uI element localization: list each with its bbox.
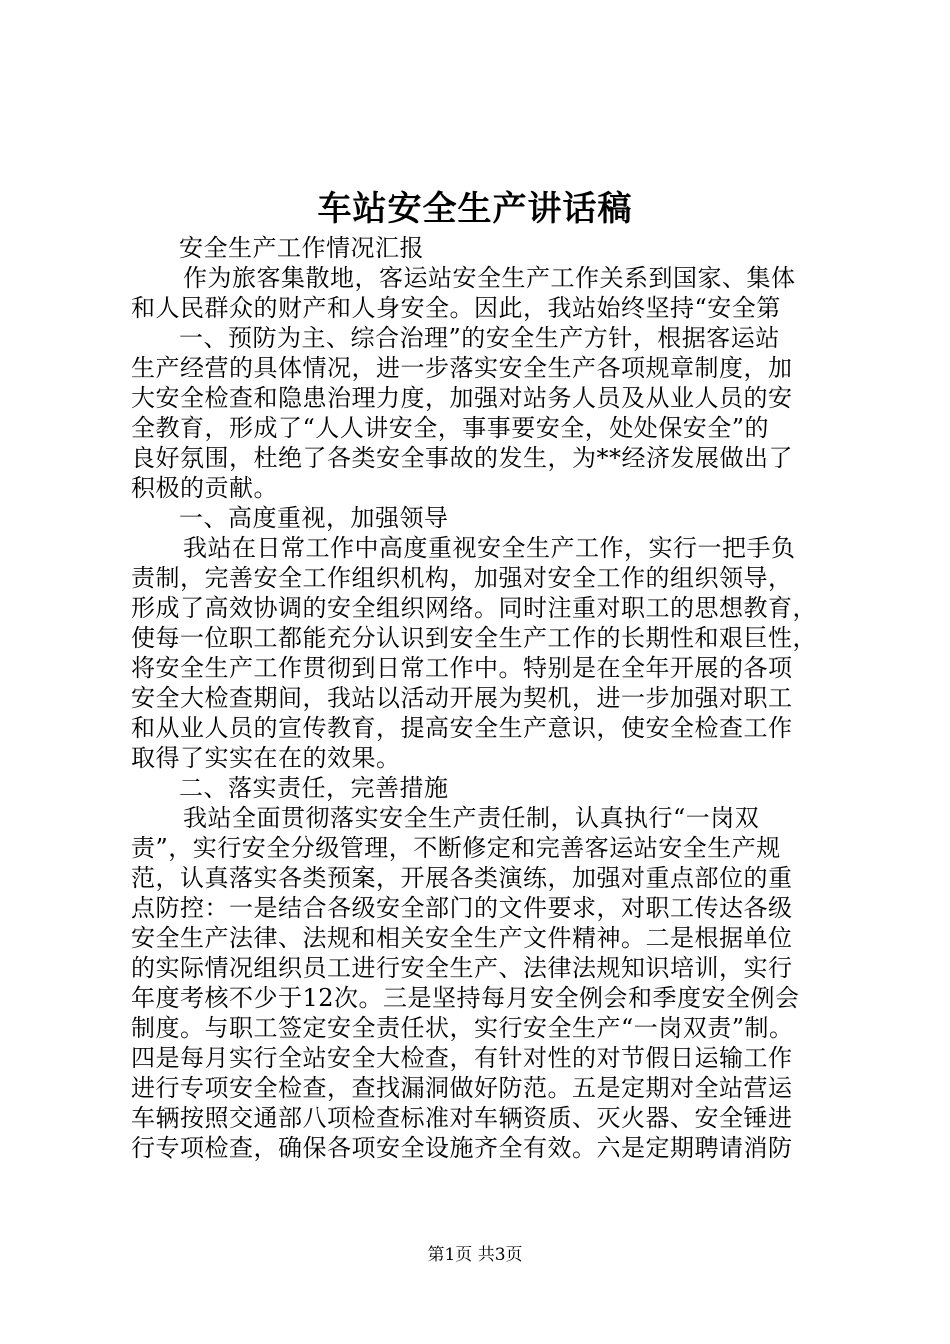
paragraph-line: 生产经营的具体情况，进一步落实安全生产各项规章制度，加 (131, 354, 793, 382)
page-number-footer: 第1页 共3页 (427, 1245, 523, 1265)
paragraph-line: 安全大检查期间，我站以活动开展为契机，进一步加强对职工 (131, 684, 793, 712)
paragraph-line: 我站全面贯彻落实安全生产责任制，认真执行“一岗双 (183, 804, 760, 832)
paragraph-line: 一、预防为主、综合治理”的安全生产方针，根据客运站 (179, 324, 780, 352)
paragraph-line: 和从业人员的宣传教育，提高安全生产意识，使安全检查工作 (131, 714, 793, 742)
paragraph-line: 取得了实实在在的效果。 (131, 744, 401, 772)
paragraph-line: 和人民群众的财产和人身安全。因此，我站始终坚持“安全第 (131, 294, 781, 322)
paragraph-line: 我站在日常工作中高度重视安全生产工作，实行一把手负 (183, 534, 796, 562)
section-heading: 一、高度重视，加强领导 (179, 504, 449, 532)
paragraph-line: 将安全生产工作贯彻到日常工作中。特别是在全年开展的各项 (131, 654, 793, 682)
paragraph-line: 安全生产法律、法规和相关安全生产文件精神。二是根据单位 (131, 924, 793, 952)
paragraph-line: 责”，实行安全分级管理，不断修定和完善客运站安全生产规 (131, 834, 781, 862)
paragraph-line: 年度考核不少于12次。三是坚持每月安全例会和季度安全例会 (131, 984, 800, 1012)
paragraph-line: 的实际情况组织员工进行安全生产、法律法规知识培训，实行 (131, 954, 793, 982)
section-heading: 二、落实责任，完善措施 (179, 774, 449, 802)
paragraph-line: 作为旅客集散地，客运站安全生产工作关系到国家、集体 (183, 264, 796, 292)
paragraph-line: 行专项检查，确保各项安全设施齐全有效。六是定期聘请消防 (131, 1134, 793, 1162)
paragraph-line: 车辆按照交通部八项检查标准对车辆资质、灭火器、安全锤进 (131, 1104, 793, 1132)
document-title: 车站安全生产讲话稿 (317, 189, 633, 229)
paragraph-line: 进行专项安全检查，查找漏洞做好防范。五是定期对全站营运 (131, 1074, 793, 1102)
paragraph-line: 积极的贡献。 (131, 474, 278, 502)
paragraph-line: 良好氛围，杜绝了各类安全事故的发生，为**经济发展做出了 (131, 444, 793, 472)
paragraph-line: 四是每月实行全站安全大检查，有针对性的对节假日运输工作 (131, 1044, 793, 1072)
paragraph-line: 形成了高效协调的安全组织网络。同时注重对职工的思想教育， (131, 594, 817, 622)
paragraph-line: 范，认真落实各类预案，开展各类演练，加强对重点部位的重 (131, 864, 793, 892)
paragraph-line: 全教育，形成了“人人讲安全，事事要安全，处处保安全”的 (131, 414, 770, 442)
paragraph-line: 大安全检查和隐患治理力度，加强对站务人员及从业人员的安 (131, 384, 793, 412)
report-heading: 安全生产工作情况汇报 (179, 234, 424, 262)
paragraph-line: 责制，完善安全工作组织机构，加强对安全工作的组织领导， (131, 564, 793, 592)
document-body (131, 233, 831, 1163)
paragraph-line: 制度。与职工签定安全责任状，实行安全生产“一岗双责”制。 (131, 1014, 794, 1042)
paragraph-line: 使每一位职工都能充分认识到安全生产工作的长期性和艰巨性， (131, 624, 817, 652)
paragraph-line: 点防控：一是结合各级安全部门的文件要求，对职工传达各级 (131, 894, 793, 922)
